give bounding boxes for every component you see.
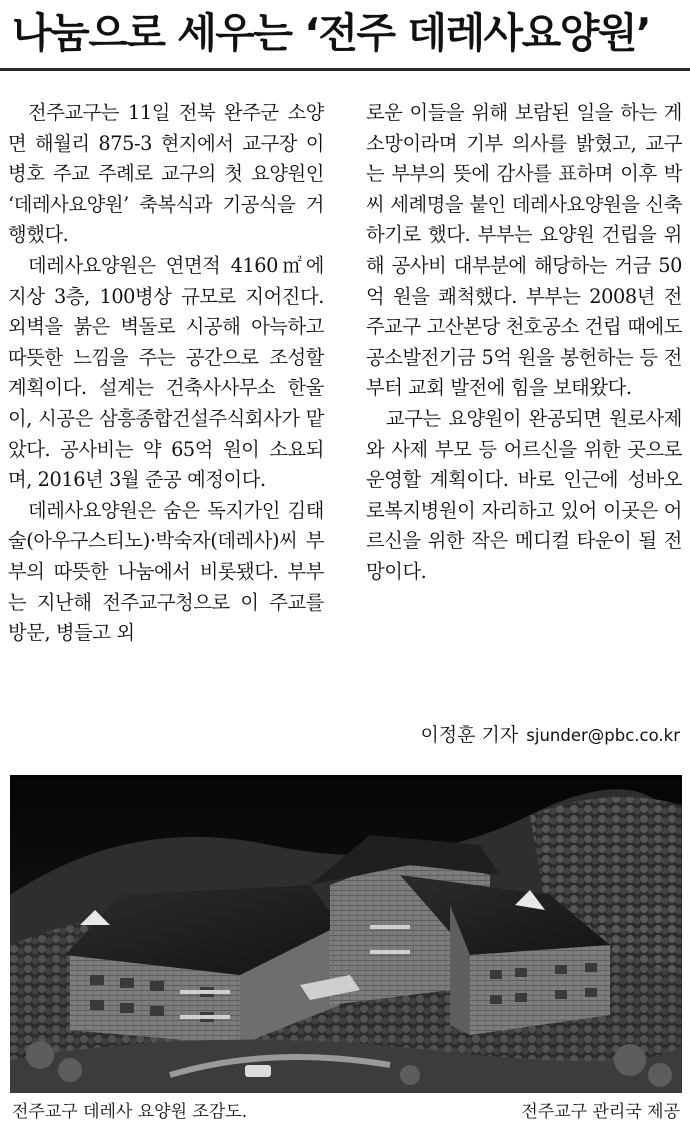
paragraph: 교구는 요양원이 완공되면 원로사제와 사제 부모 등 어르신을 위한 곳으로 운영할 계획이다. 바로 인근에 성바오로복지병원이 자리하고 있어 이곳은 어르신을 위한 작은 메디컬 타운이 될 전망이다. [366,406,682,583]
building-illustration [10,775,682,1093]
reporter-name: 이정훈 기자 [420,724,519,746]
reporter-email[interactable]: sjunder@pbc.co.kr [526,726,680,745]
article-column-right [366,98,682,588]
headline: 나눔으로 세우는 ‘전주 데레사요양원’ [12,9,651,57]
building-rendering-photo [10,775,682,1093]
paragraph: 데레사요양원은 숨은 독지가인 김태술(아우구스티노)·박숙자(데레사)씨 부부의 따뜻한 나눔에서 비롯됐다. 부부는 지난해 전주교구청으로 이 주교를 방문, 병들고 외 [8,498,324,645]
paragraph: 로운 이들을 위해 보람된 일을 하는 게 소망이라며 기부 의사를 밝혔고, 교구는 부부의 뜻에 감사를 표하며 이후 박씨 세례명을 붙인 데레사요양원을 신축하기로 했다. 부부는 요양원 건립을 위해 공사비 대부분에 해당하는 거금 50억 원을 쾌척했다. 부부는 2008년 전주교구 고산본당 천호공소 건립 때에도 공소발전기금 5억 원을 봉헌하는 등 전부터 교회 발전에 힘을 보태왔다. [366,101,682,400]
article-column-left [8,98,324,649]
headline-rule [0,68,690,71]
paragraph: 전주교구는 11일 전북 완주군 소양면 해월리 875-3 현지에서 교구장 이병호 주교 주례로 교구의 첫 요양원인 ‘데레사요양원’ 축복식과 기공식을 거행했다. [8,101,324,247]
paragraph: 데레사요양원은 연면적 4160㎡에 지상 3층, 100병상 규모로 지어진다. 외벽을 붉은 벽돌로 시공해 아늑하고 따뜻한 느낌을 주는 공간으로 조성할 계획이다. 설계는 건축사사무소 한울이, 시공은 삼흥종합건설주식회사가 맡았다. 공사비는 약 65억 원이 소요되며, 2016년 3월 준공 예정이다. [8,253,324,492]
photo-caption: 전주교구 데레사 요양원 조감도. [12,1102,248,1122]
byline [420,720,680,747]
photo-credit: 전주교구 관리국 제공 [521,1102,680,1122]
